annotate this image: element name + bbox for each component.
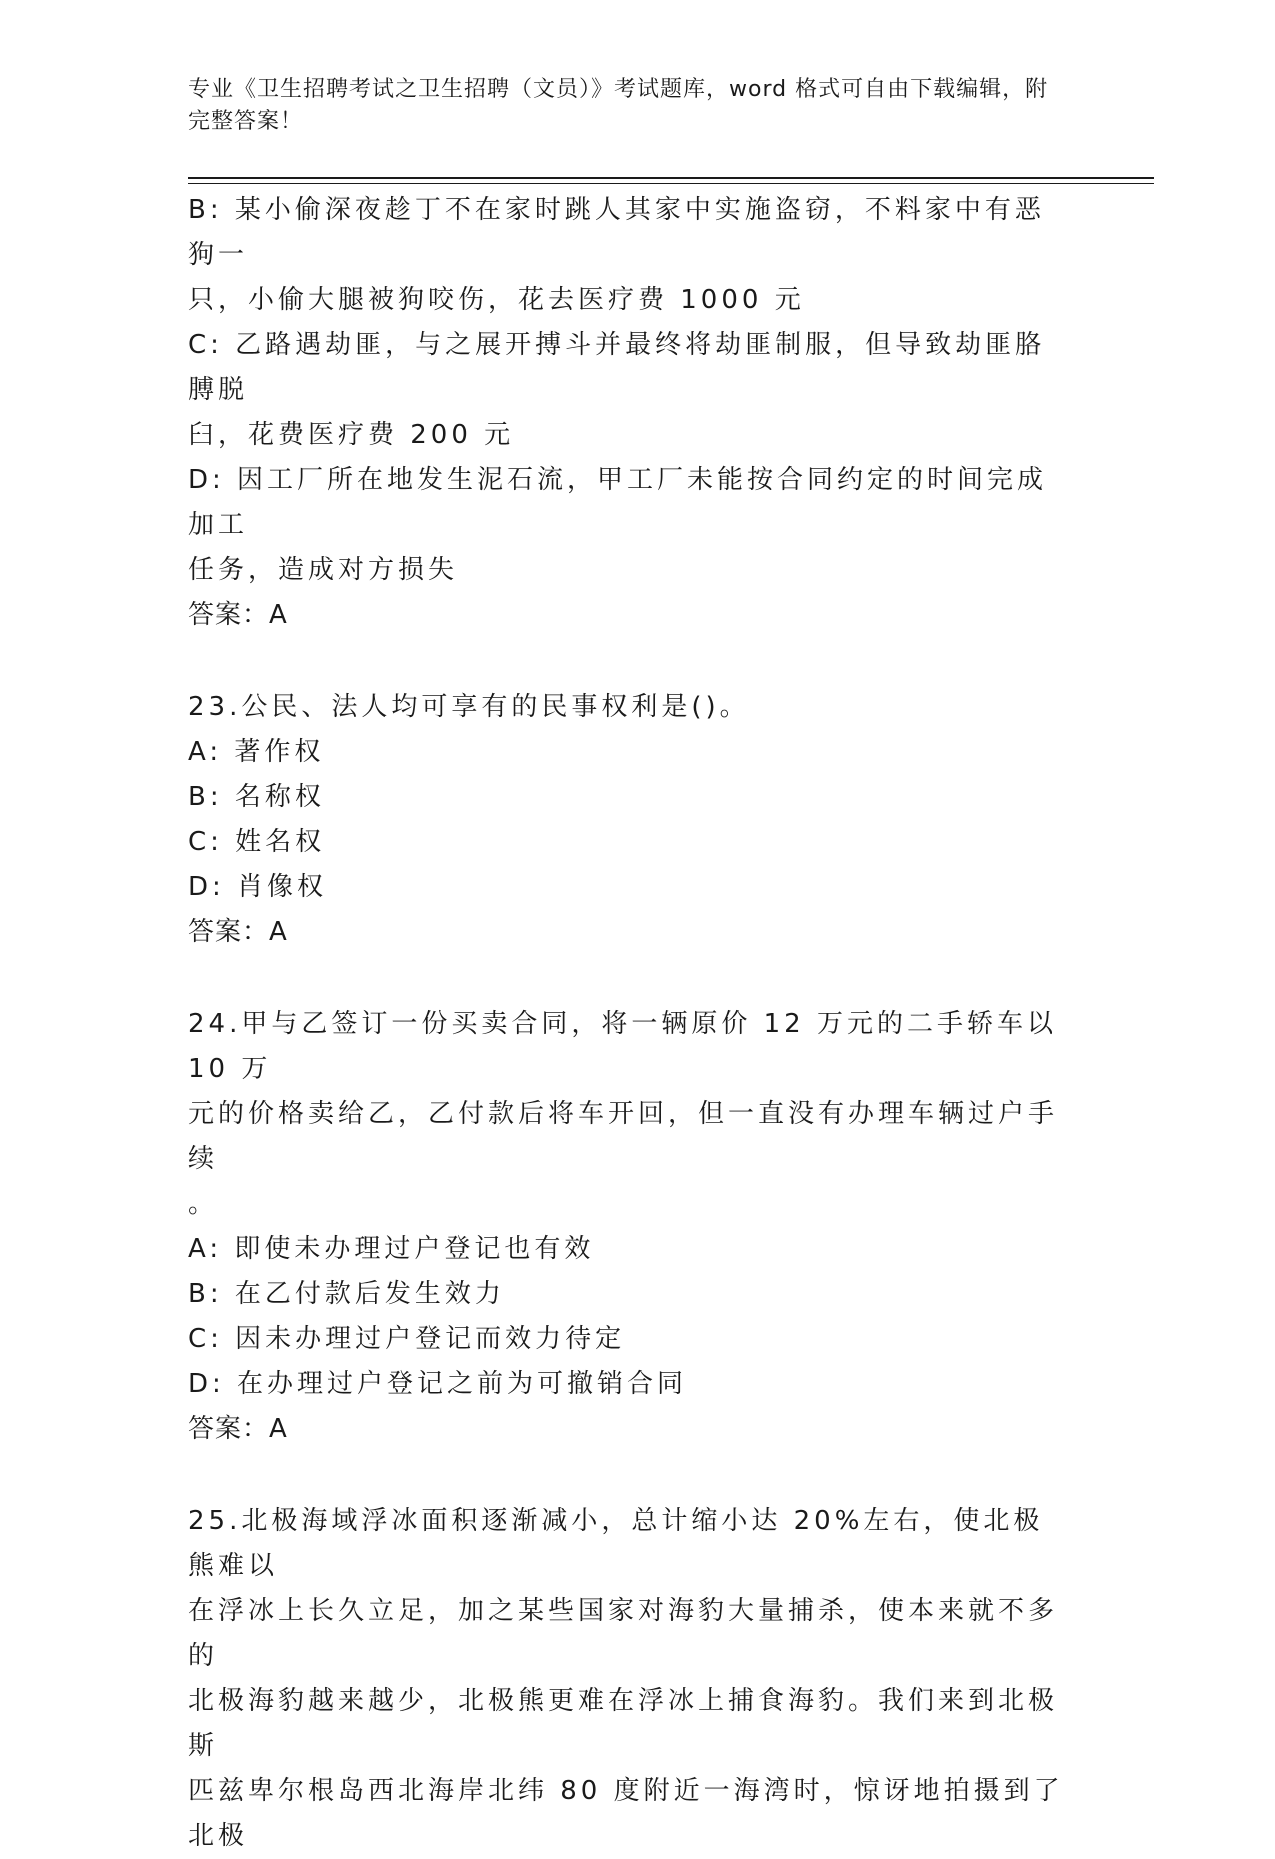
question-block xyxy=(188,1002,1068,1452)
option-line: C: 乙路遇劫匪，与之展开搏斗并最终将劫匪制服，但导致劫匪胳膊脱 xyxy=(188,330,1046,405)
document-header: 专业《卫生招聘考试之卫生招聘（文员）》考试题库，word 格式可自由下载编辑，附完整答案！ xyxy=(188,77,1049,134)
answer-line: 答案：A xyxy=(188,600,288,630)
answer-line: 答案：A xyxy=(188,1414,288,1444)
question-stem: 23.公民、法人均可享有的民事权利是()。 xyxy=(188,692,750,722)
option-line: D: 因工厂所在地发生泥石流，甲工厂未能按合同约定的时间完成加工 xyxy=(188,465,1048,540)
question-spacer xyxy=(188,1452,1068,1499)
option-line: A: 著作权 xyxy=(188,737,325,767)
option-line: A: 即使未办理过户登记也有效 xyxy=(188,1234,595,1264)
question-stem: 。 xyxy=(188,1189,219,1219)
question-stem: 元的价格卖给乙，乙付款后将车开回，但一直没有办理车辆过户手续 xyxy=(188,1099,1059,1174)
question-spacer xyxy=(188,638,1068,685)
question-stem: 24.甲与乙签订一份买卖合同，将一辆原价 12 万元的二手轿车以 10 万 xyxy=(188,1009,1070,1084)
option-line: 任务，造成对方损失 xyxy=(188,555,459,585)
question-stem: 25.北极海域浮冰面积逐渐减小，总计缩小达 20%左右，使北极熊难以 xyxy=(188,1506,1044,1581)
option-line: C: 因未办理过户登记而效力待定 xyxy=(188,1324,626,1354)
header-divider-thick xyxy=(188,177,1154,179)
question-block xyxy=(188,188,1068,638)
option-line: C: 姓名权 xyxy=(188,827,326,857)
option-line: 臼，花费医疗费 200 元 xyxy=(188,420,515,450)
question-block xyxy=(188,1499,1068,1859)
option-line: B: 某小偷深夜趁丁不在家时跳人其家中实施盗窃，不料家中有恶狗一 xyxy=(188,195,1045,270)
question-stem: 在浮冰上长久立足，加之某些国家对海豹大量捕杀，使本来就不多的 xyxy=(188,1596,1059,1671)
question-block xyxy=(188,685,1068,955)
option-line: B: 名称权 xyxy=(188,782,325,812)
option-line: 只，小偷大腿被狗咬伤，花去医疗费 1000 元 xyxy=(188,285,805,315)
header-divider-thin xyxy=(188,183,1154,184)
question-spacer xyxy=(188,955,1068,1002)
option-line: D: 肖像权 xyxy=(188,872,328,902)
question-content xyxy=(188,188,1068,1859)
option-line: D: 在办理过户登记之前为可撤销合同 xyxy=(188,1369,688,1399)
answer-line: 答案：A xyxy=(188,917,288,947)
question-stem: 匹兹卑尔根岛西北海岸北纬 80 度附近一海湾时，惊讶地拍摄到了北极 xyxy=(188,1776,1064,1851)
option-line: B: 在乙付款后发生效力 xyxy=(188,1279,505,1309)
question-stem: 北极海豹越来越少，北极熊更难在浮冰上捕食海豹。我们来到北极斯 xyxy=(188,1686,1059,1761)
